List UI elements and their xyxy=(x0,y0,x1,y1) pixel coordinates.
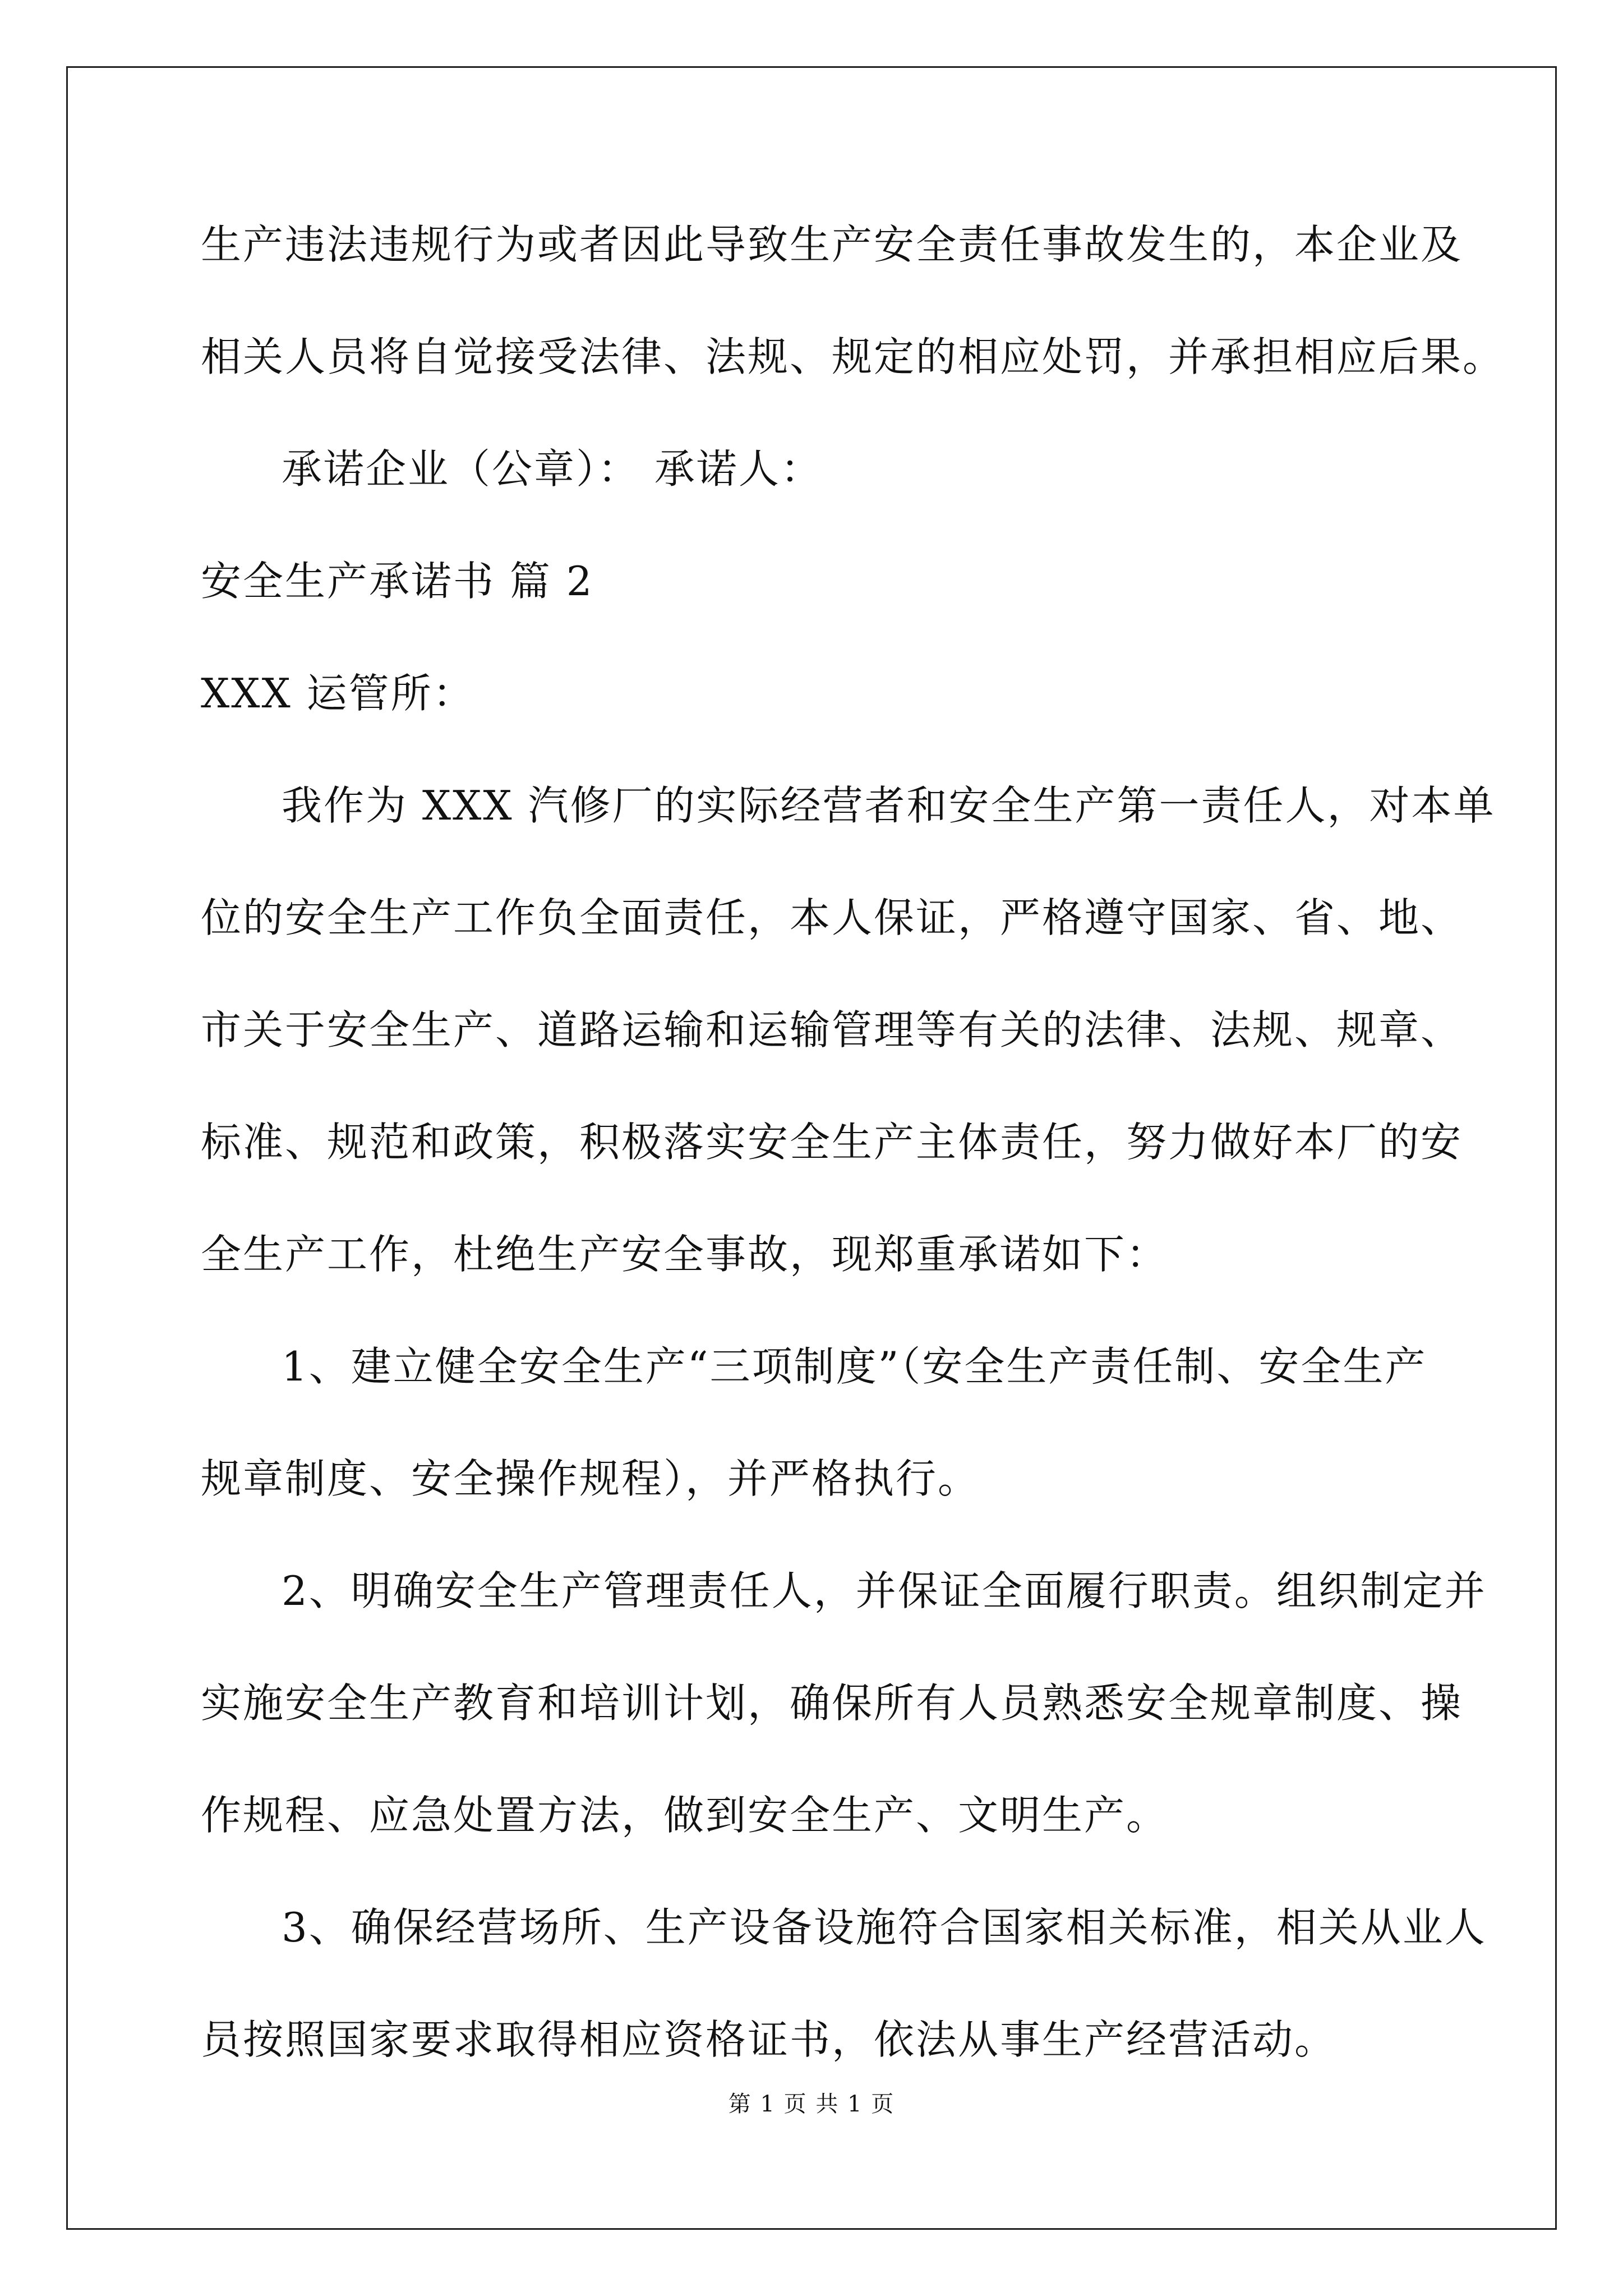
paragraph-line: 生产违法违规行为或者因此导致生产安全责任事故发生的，本企业及 xyxy=(201,221,1463,268)
addressee: XXX 运管所： xyxy=(201,670,475,717)
paragraph-line: 位的安全生产工作负全面责任，本人保证，严格遵守国家、省、地、 xyxy=(201,894,1463,941)
paragraph-line: 相关人员将自觉接受法律、法规、规定的相应处罚，并承担相应后果。 xyxy=(201,333,1505,380)
list-item-line: 规章制度、安全操作规程），并严格执行。 xyxy=(201,1455,980,1502)
list-item-line: 3、确保经营场所、生产设备设施符合国家相关标准，相关从业人 xyxy=(282,1904,1487,1951)
page-footer: 第 1 页 共 1 页 xyxy=(728,2091,895,2117)
list-item-line: 员按照国家要求取得相应资格证书，依法从事生产经营活动。 xyxy=(201,2016,1337,2063)
list-item-line: 实施安全生产教育和培训计划，确保所有人员熟悉安全规章制度、操 xyxy=(201,1680,1463,1727)
paragraph-line: 全生产工作，杜绝生产安全事故，现郑重承诺如下： xyxy=(201,1231,1169,1278)
list-item-line: 作规程、应急处置方法，做到安全生产、文明生产。 xyxy=(201,1792,1169,1839)
paragraph-line: 市关于安全生产、道路运输和运输管理等有关的法律、法规、规章、 xyxy=(201,1006,1463,1053)
signature-line: 承诺企业（公章）： 承诺人： xyxy=(282,445,823,493)
section-heading: 安全生产承诺书 篇 2 xyxy=(201,558,594,605)
paragraph-line: 标准、规范和政策，积极落实安全生产主体责任，努力做好本厂的安 xyxy=(201,1119,1463,1166)
paragraph-line: 我作为 XXX 汽修厂的实际经营者和安全生产第一责任人，对本单 xyxy=(282,782,1496,829)
list-item-line: 2、明确安全生产管理责任人，并保证全面履行职责。组织制定并 xyxy=(282,1567,1487,1614)
list-item-line: 1、建立健全安全生产“三项制度”（安全生产责任制、安全生产 xyxy=(282,1343,1427,1390)
